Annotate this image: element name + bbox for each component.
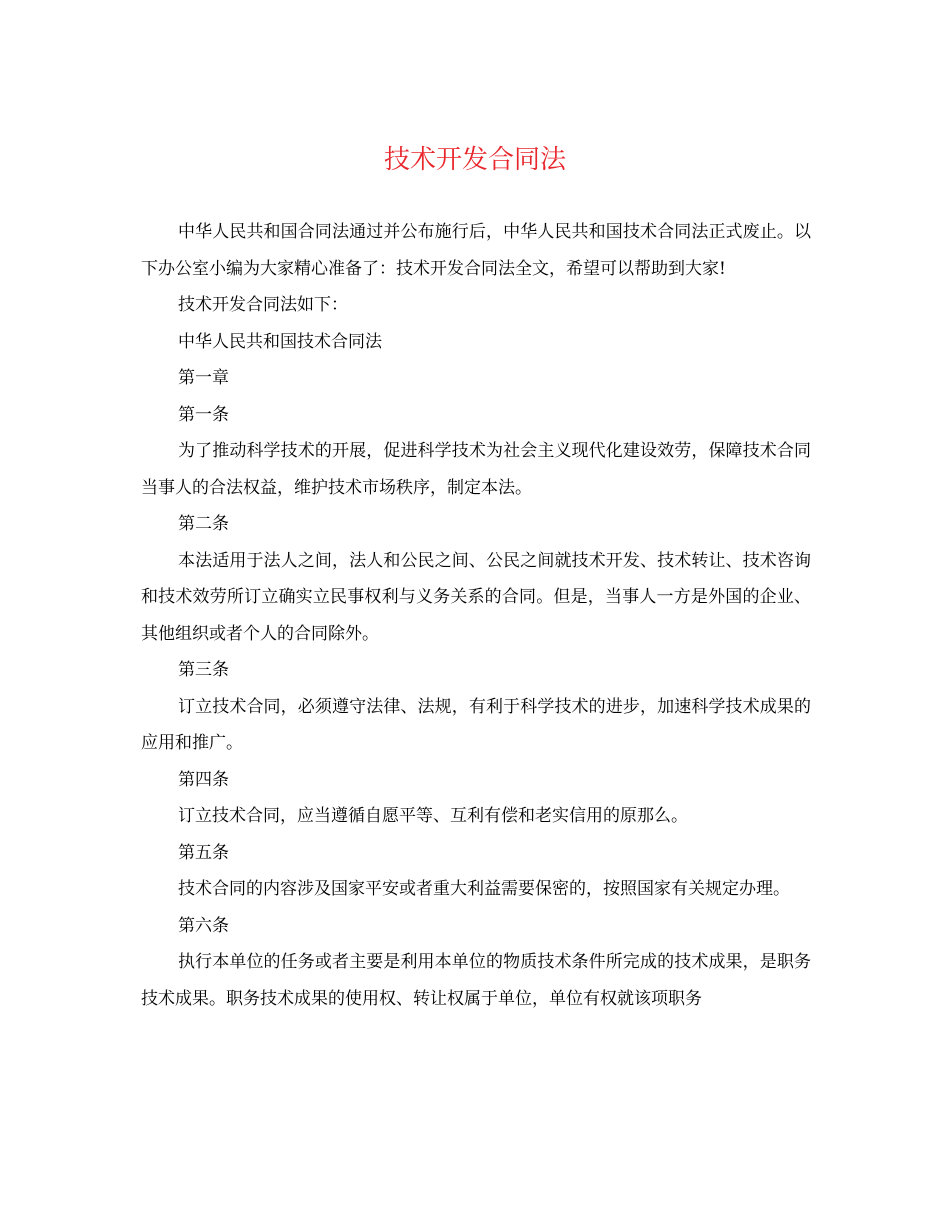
- article-heading: 第四条: [178, 769, 229, 790]
- article-heading: 第六条: [178, 915, 229, 936]
- paragraph: 中华人民共和国合同法通过并公布施行后，中华人民共和国技术合同法正式废止。以下办公室小编为大家精心准备了：技术开发合同法全文，希望可以帮助到大家!: [141, 222, 811, 279]
- article-heading: 第五条: [178, 842, 229, 863]
- chapter-heading: 第一章: [178, 368, 229, 388]
- paragraph: 技术合同的内容涉及国家平安或者重大利益需要保密的，按照国家有关规定办理。: [178, 879, 790, 899]
- paragraph: 订立技术合同，必须遵守法律、法规，有利于科学技术的进步，加速科学技术成果的应用和推广。: [141, 696, 811, 753]
- paragraph: 中华人民共和国技术合同法: [178, 331, 382, 352]
- paragraph: 订立技术合同，应当遵循自愿平等、互利有偿和老实信用的原那么。: [178, 806, 688, 826]
- article-heading: 第一条: [178, 404, 229, 425]
- paragraph: 为了推动科学技术的开展，促进科学技术为社会主义现代化建设效劳，保障技术合同当事人的合法权益，维护技术市场秩序，制定本法。: [141, 441, 811, 498]
- paragraph: 本法适用于法人之间，法人和公民之间、公民之间就技术开发、技术转让、技术咨询和技术效劳所订立确实立民事权利与义务关系的合同。但是，当事人一方是外国的企业、其他组织或者个人的合同除外。: [141, 550, 811, 644]
- document-body: [141, 214, 811, 1017]
- document-title: 技术开发合同法: [383, 145, 566, 175]
- paragraph: 技术开发合同法如下：: [178, 295, 348, 315]
- article-heading: 第三条: [178, 660, 229, 680]
- article-heading: 第二条: [178, 514, 229, 534]
- paragraph: 执行本单位的任务或者主要是利用本单位的物质技术条件所完成的技术成果，是职务技术成果。职务技术成果的使用权、转让权属于单位，单位有权就该项职务: [141, 952, 811, 1009]
